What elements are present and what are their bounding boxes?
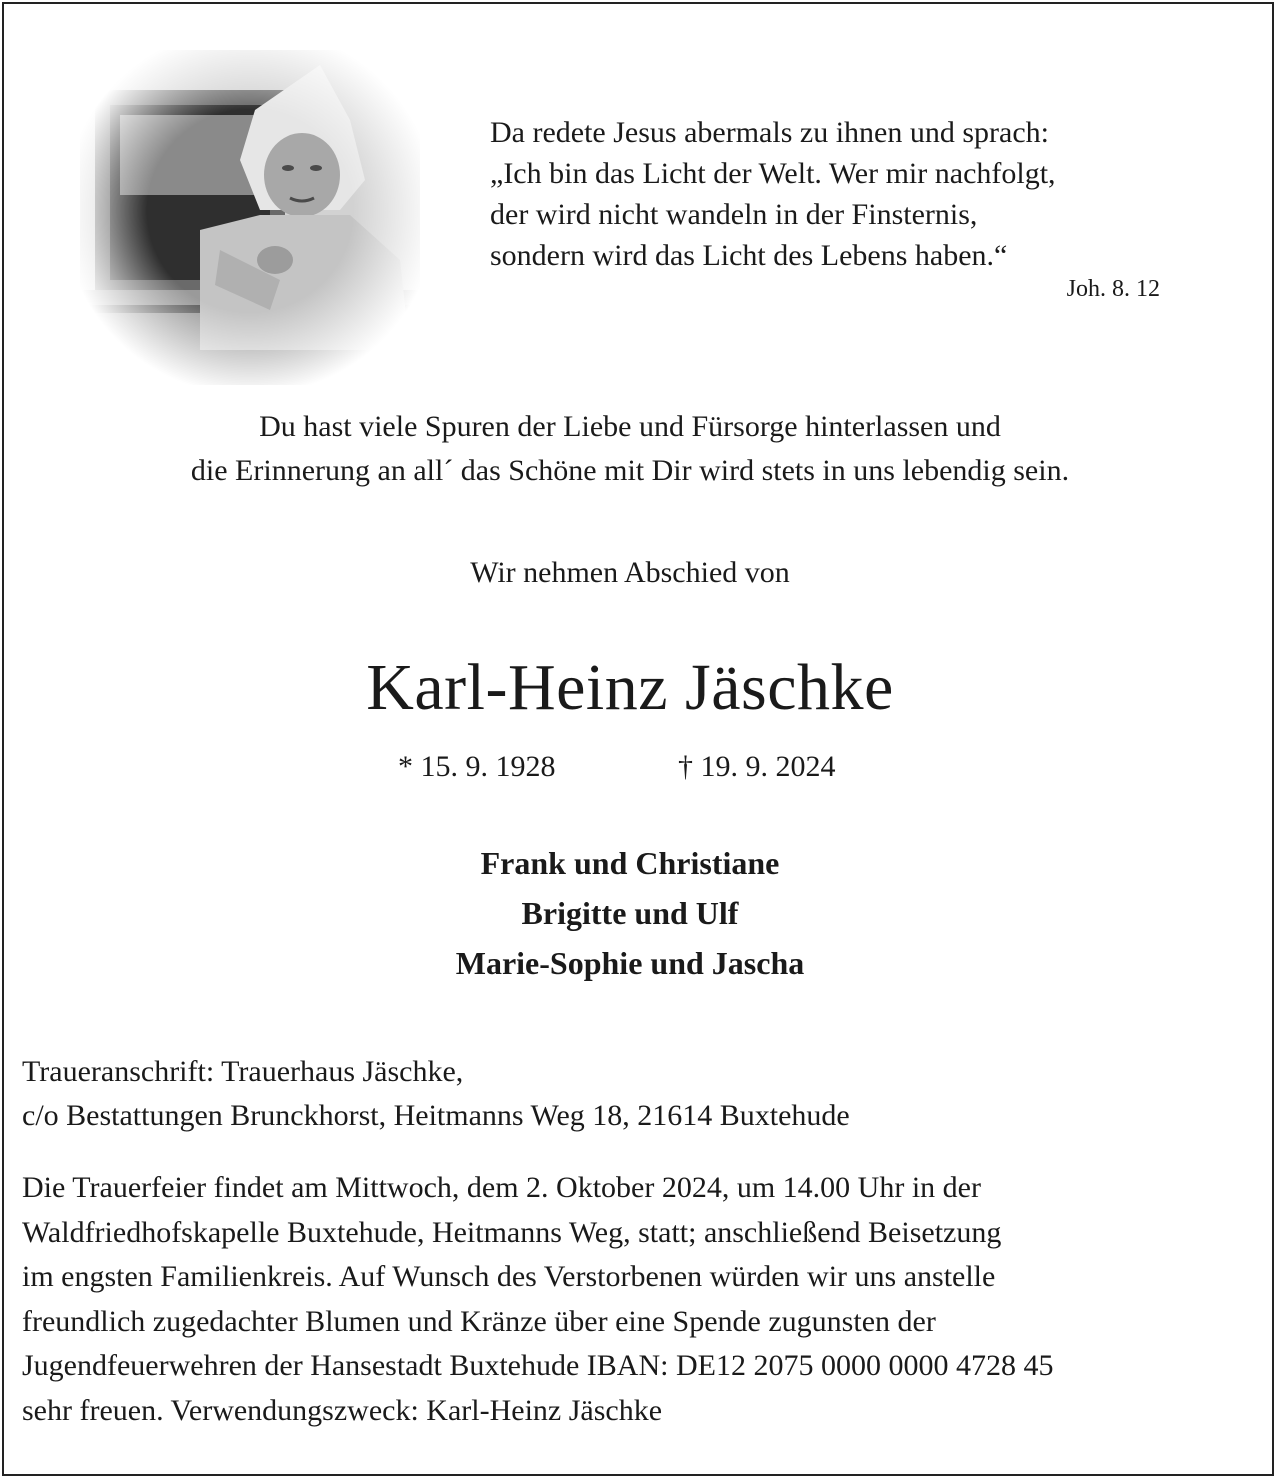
- portrait-photo: [80, 50, 420, 385]
- verse-reference: Joh. 8. 12: [1066, 276, 1160, 302]
- tribute-text: [0, 405, 1260, 493]
- address-line: c/o Bestattungen Brunckhorst, Heitmanns Weg 18, 21614 Buxtehude: [22, 1099, 850, 1132]
- service-line: freundlich zugedachter Blumen und Kränze über eine Spende zugunsten der: [22, 1304, 936, 1338]
- portrait-photo-image: [80, 50, 420, 385]
- service-line: Waldfriedhofskapelle Buxtehude, Heitmanns Weg, statt; anschließend Beisetzung: [22, 1215, 1002, 1249]
- verse-line: „Ich bin das Licht der Welt. Wer mir nachfolgt,: [490, 157, 1056, 190]
- tribute-line: die Erinnerung an all´ das Schöne mit Dir wird stets in uns lebendig sein.: [190, 454, 1070, 487]
- deceased-name: Karl-Heinz Jäschke: [366, 651, 894, 724]
- service-line: Die Trauerfeier findet am Mittwoch, dem 2. Oktober 2024, um 14.00 Uhr in der: [22, 1171, 981, 1204]
- tribute-line: Du hast viele Spuren der Liebe und Fürsorge hinterlassen und: [259, 410, 1001, 443]
- service-line: im engsten Familienkreis. Auf Wunsch des Verstorbenen würden wir uns anstelle: [22, 1260, 996, 1293]
- death-date: † 19. 9. 2024: [678, 750, 836, 783]
- birth-date: * 15. 9. 1928: [398, 750, 556, 783]
- verse-line: Da redete Jesus abermals zu ihnen und sprach:: [490, 116, 1049, 149]
- funeral-service-info: [22, 1166, 1053, 1433]
- bible-verse: [490, 112, 1190, 276]
- service-line: Jugendfeuerwehren der Hansestadt Buxtehude IBAN: DE12 2075 0000 0000 4728 45: [22, 1349, 1054, 1382]
- mourners-list: [0, 838, 1260, 988]
- farewell-line: Wir nehmen Abschied von: [470, 556, 790, 589]
- address-line: Traueranschrift: Trauerhaus Jäschke,: [22, 1055, 464, 1088]
- mourning-address: [22, 1050, 850, 1138]
- verse-line: sondern wird das Licht des Lebens haben.“: [490, 239, 1008, 272]
- service-line: sehr freuen. Verwendungszweck: Karl-Heinz Jäschke: [22, 1393, 663, 1427]
- verse-line: der wird nicht wandeln in der Finsternis,: [490, 198, 978, 231]
- mourner-entry: Brigitte und Ulf: [521, 895, 739, 931]
- mourner-entry: Marie-Sophie und Jascha: [455, 945, 805, 981]
- mourner-entry: Frank und Christiane: [480, 845, 780, 881]
